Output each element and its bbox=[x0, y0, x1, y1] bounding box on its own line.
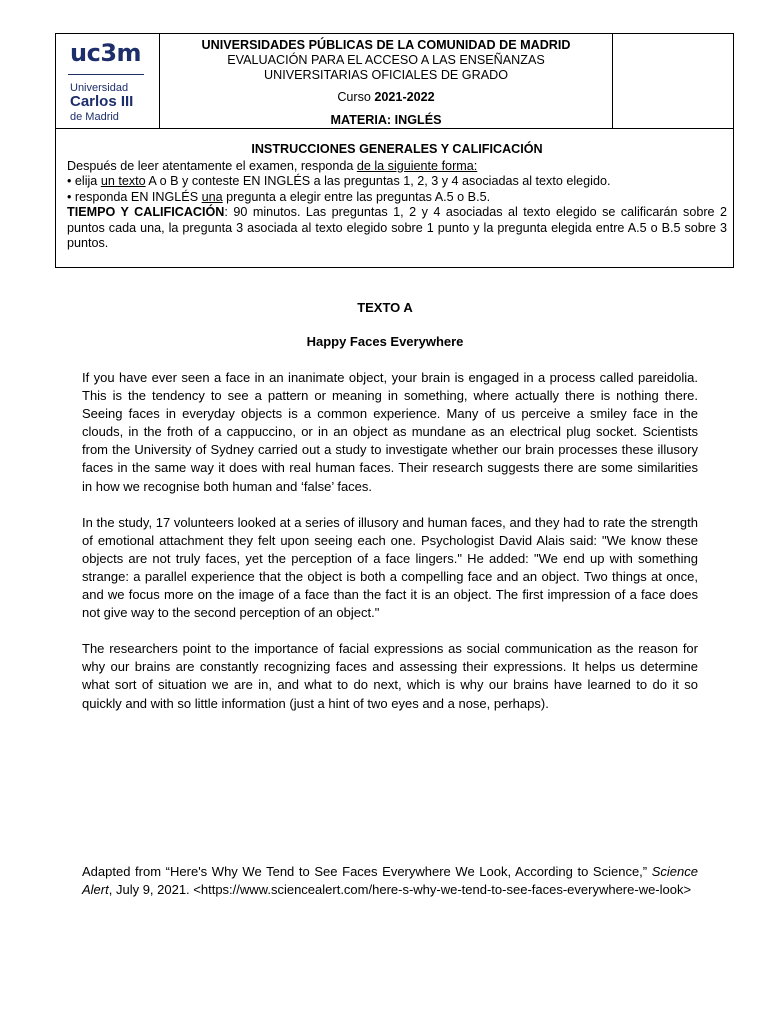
bullet-1-start: • elija bbox=[67, 174, 101, 188]
intro-text: Después de leer atentamente el examen, responda bbox=[67, 158, 357, 173]
bullet-2-start: • responda EN INGLÉS bbox=[67, 189, 202, 204]
paragraph-3: The researchers point to the importance of facial expressions as social communication as the reason for why our brains are constantly recognizing faces and assessing their expressions. It helps us determine what sort of situation we are in, and what to do next, which is why our brains have learned to do it so quickly and with so little information (just a hint of two eyes and a nose, perhaps). bbox=[82, 641, 698, 711]
header-box bbox=[55, 33, 734, 268]
header-titles bbox=[160, 34, 612, 128]
logo-line-3: de Madrid bbox=[70, 111, 119, 123]
bullet-1-end: A o B y conteste EN INGLÉS a las preguntas 1, 2, 3 y 4 asociadas al texto elegido. bbox=[145, 174, 611, 188]
paragraph-1: If you have ever seen a face in an inanimate object, your brain is engaged in a process called pareidolia. This is the tendency to see a pattern or meaning in something, where actually there is nothing there. Seeing faces in everyday objects is a common experience. Many of us perceive a smiley face in the clouds, in the froth of a cappuccino, or in an object as mundane as an electrical plug socket. Scientists from the University of Sydney carried out a study to investigate whether our brain processes these illusory faces in the same way it does with real human faces. Their research suggests there are some similarities in how we recognise both human and ‘false’ faces. bbox=[82, 370, 698, 494]
source-citation bbox=[82, 863, 698, 899]
time-and-grading bbox=[67, 205, 727, 252]
text-title: Happy Faces Everywhere bbox=[306, 334, 464, 349]
instructions-intro bbox=[67, 159, 727, 175]
course-value: 2021-2022 bbox=[374, 90, 435, 104]
source-suffix: , July 9, 2021. <https://www.sciencealert.com/here-s-why-we-tend-to-see-faces-everywhere-we-look> bbox=[108, 882, 692, 898]
source-journal: Science Alert bbox=[82, 864, 698, 898]
header-line-1: UNIVERSIDADES PÚBLICAS DE LA COMUNIDAD DE MADRID bbox=[201, 38, 571, 52]
instructions bbox=[67, 142, 727, 252]
instruction-bullet-2 bbox=[67, 190, 727, 206]
bullet-2-underlined: una bbox=[201, 189, 223, 204]
time-label: TIEMPO Y CALIFICACIÓN bbox=[67, 205, 225, 219]
logo-line-1: Universidad bbox=[70, 82, 129, 94]
bullet-1-underlined: un texto bbox=[100, 174, 146, 188]
paragraph-2: In the study, 17 volunteers looked at a series of illusory and human faces, and they had to rate the strength of emotional attachment they felt upon seeing each one. Psychologist David Alais said: "We know these objects are not truly faces, yet the perception of a face lingers." He added: "We end up with something strange: a parallel experience that the object is both a compelling face and an object. Two things at once, and we focus more on the image of a face than the fact it is an object. The first impression of a face does not give way to the second perception of an object." bbox=[82, 514, 698, 621]
subject: MATERIA: INGLÉS bbox=[330, 113, 442, 127]
intro-underlined: de la siguiente forma: bbox=[356, 158, 478, 173]
logo-mark: uc3m bbox=[70, 39, 142, 67]
header-line-3: UNIVERSITARIAS OFICIALES DE GRADO bbox=[264, 68, 508, 82]
text-label: TEXTO A bbox=[357, 300, 413, 315]
header-top-row bbox=[56, 34, 733, 129]
text-body bbox=[82, 369, 698, 731]
source-prefix: Adapted from “Here's Why We Tend to See Faces Everywhere We Look, According to Science,” bbox=[82, 864, 652, 879]
logo-line-2: Carlos III bbox=[70, 93, 134, 110]
instruction-bullet-1 bbox=[67, 174, 727, 190]
bullet-2-end: pregunta a elegir entre las preguntas A.5 o B.5. bbox=[222, 189, 491, 204]
time-text: : 90 minutos. Las preguntas 1, 2 y 4 asociadas al texto elegido se calificarán sobre 2 puntos cada una, la pregunta 3 asociada al texto elegido sobre 1 punto y la pregunta elegida entre A.5 o B.5 sobre 3 puntos. bbox=[67, 205, 727, 250]
university-logo bbox=[56, 34, 160, 128]
course-label: Curso bbox=[337, 90, 375, 104]
header-line-2: EVALUACIÓN PARA EL ACCESO A LAS ENSEÑANZAS bbox=[227, 53, 545, 67]
logo-divider bbox=[68, 74, 144, 75]
instructions-title: INSTRUCCIONES GENERALES Y CALIFICACIÓN bbox=[251, 142, 543, 156]
header-empty-cell bbox=[612, 34, 733, 128]
course-year bbox=[160, 90, 612, 105]
